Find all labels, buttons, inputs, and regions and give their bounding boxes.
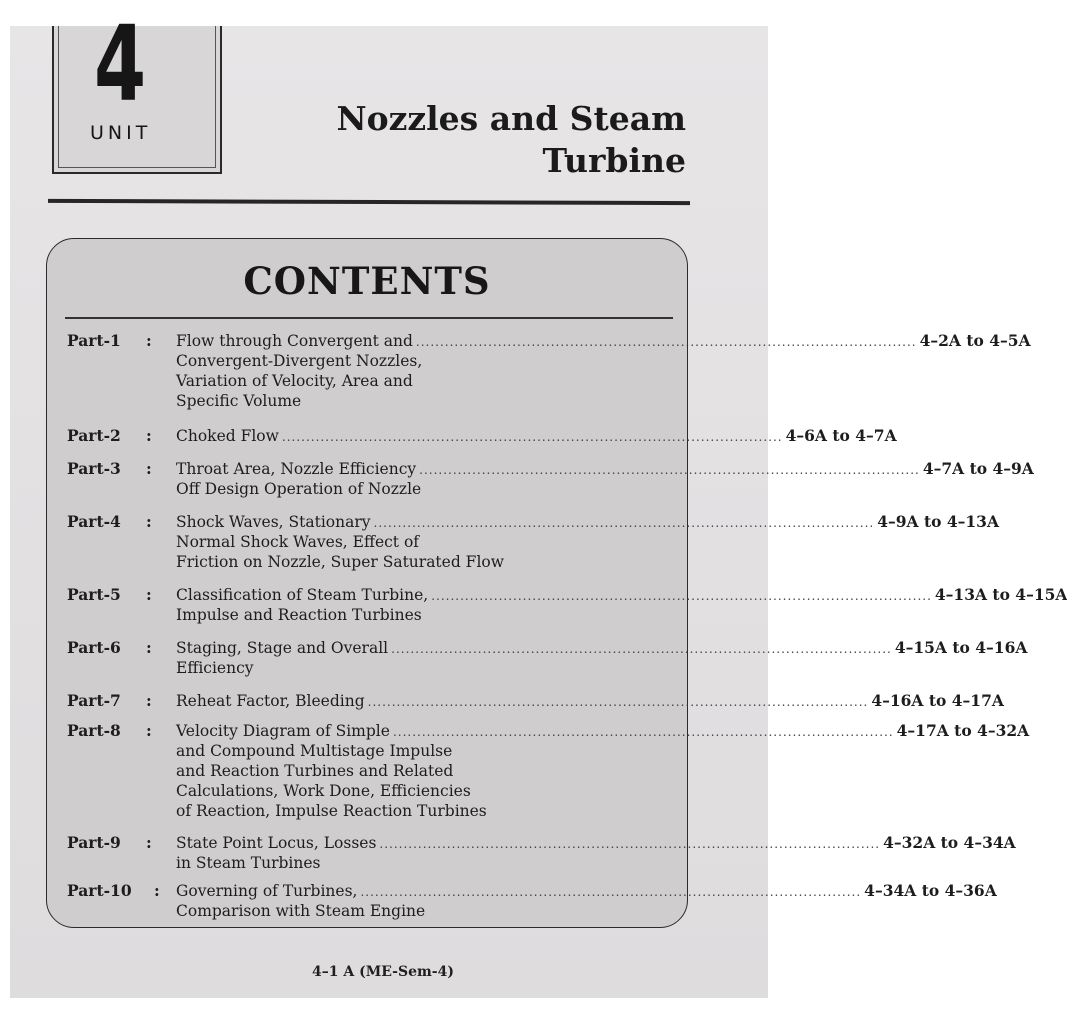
entry-continuation: and Compound Multistage Impulse (176, 742, 453, 760)
part-colon: : (146, 331, 152, 350)
dot-leader: ........................................................................................................ (281, 430, 783, 444)
page-range: 4–13A to 4–15A (934, 585, 1067, 604)
entry-first-line (176, 833, 1016, 853)
part-colon: : (146, 585, 152, 604)
chapter-title (336, 98, 686, 182)
part-label: Part-8 (67, 721, 121, 740)
entry-title: State Point Locus, Losses (176, 834, 377, 852)
entry-continuation: Efficiency (176, 659, 254, 677)
part-label: Part-10 (67, 881, 132, 900)
contents-box (46, 238, 1067, 928)
page-range: 4–16A to 4–17A (871, 691, 1004, 710)
entry-title: Shock Waves, Stationary (176, 513, 371, 531)
entry-first-line (176, 331, 1031, 351)
entry-first-line (176, 691, 1004, 711)
dot-leader: ........................................................................................................ (419, 463, 920, 477)
unit-label: UNIT (90, 122, 152, 144)
entry-first-line (176, 459, 1034, 479)
page-range: 4–6A to 4–7A (785, 426, 897, 445)
chapter-title-line-2: Turbine (542, 141, 686, 180)
part-label: Part-9 (67, 833, 121, 852)
part-label: Part-3 (67, 459, 121, 478)
unit-number: 4 (94, 3, 147, 125)
dot-leader: ........................................................................................................ (415, 335, 917, 349)
entry-continuation: Convergent-Divergent Nozzles, (176, 352, 423, 370)
part-colon: : (146, 512, 152, 531)
part-label: Part-5 (67, 585, 121, 604)
entry-continuation: in Steam Turbines (176, 854, 321, 872)
part-colon: : (154, 881, 160, 900)
contents-heading: CONTENTS (243, 259, 491, 303)
part-colon: : (146, 833, 152, 852)
contents-divider (65, 317, 673, 319)
entry-continuation: Friction on Nozzle, Super Saturated Flow (176, 553, 504, 571)
part-label: Part-6 (67, 638, 121, 657)
dot-leader: ........................................................................................................ (431, 589, 932, 603)
dot-leader: ........................................................................................................ (379, 837, 881, 851)
entry-continuation: Comparison with Steam Engine (176, 902, 426, 920)
page-range: 4–34A to 4–36A (864, 881, 997, 900)
part-label: Part-1 (67, 331, 121, 350)
page-range: 4–15A to 4–16A (894, 638, 1028, 657)
entry-first-line (176, 512, 999, 532)
dot-leader: ........................................................................................................ (391, 642, 892, 656)
part-label: Part-2 (67, 426, 121, 445)
entry-title: Classification of Steam Turbine, (176, 586, 429, 604)
unit-badge (52, 3, 222, 174)
part-colon: : (146, 426, 152, 445)
entry-continuation: Normal Shock Waves, Effect of (176, 533, 420, 551)
entry-first-line (176, 426, 897, 446)
entry-title: Staging, Stage and Overall (176, 639, 389, 657)
page-footer (10, 964, 768, 980)
dot-leader: ........................................................................................................ (373, 516, 875, 530)
entry-title: Flow through Convergent and (176, 332, 413, 350)
dot-leader: ........................................................................................................ (392, 725, 894, 739)
page-range: 4–2A to 4–5A (919, 331, 1031, 350)
page-range: 4–17A to 4–32A (896, 721, 1030, 740)
entry-first-line (176, 721, 1030, 741)
page-range: 4–9A to 4–13A (877, 512, 999, 531)
entry-continuation: Off Design Operation of Nozzle (176, 480, 422, 498)
entry-title: Throat Area, Nozzle Efficiency (176, 460, 417, 478)
title-divider (48, 199, 690, 205)
entry-title: Governing of Turbines, (176, 882, 358, 900)
entry-first-line (176, 881, 997, 901)
part-label: Part-7 (67, 691, 121, 710)
entry-continuation: Calculations, Work Done, Efficiencies (176, 782, 471, 800)
part-colon: : (146, 691, 152, 710)
entry-continuation: of Reaction, Impulse Reaction Turbines (176, 802, 487, 820)
entry-continuation: Specific Volume (176, 392, 302, 410)
entry-title: Velocity Diagram of Simple (176, 722, 390, 740)
entry-continuation: Impulse and Reaction Turbines (176, 606, 422, 624)
page-range: 4–7A to 4–9A (922, 459, 1034, 478)
part-colon: : (146, 721, 152, 740)
entry-first-line (176, 585, 1067, 605)
dot-leader: ........................................................................................................ (367, 695, 869, 709)
chapter-title-line-1: Nozzles and Steam (336, 99, 686, 138)
entry-continuation: Variation of Velocity, Area and (176, 372, 413, 390)
entry-title: Reheat Factor, Bleeding (176, 692, 365, 710)
dot-leader: ........................................................................................................ (360, 885, 862, 899)
book-page (10, 3, 1067, 998)
part-label: Part-4 (67, 512, 121, 531)
part-colon: : (146, 638, 152, 657)
page-reference: 4–1 A (ME-Sem-4) (312, 964, 454, 980)
part-colon: : (146, 459, 152, 478)
entry-first-line (176, 638, 1028, 658)
entry-continuation: and Reaction Turbines and Related (176, 762, 454, 780)
page-range: 4–32A to 4–34A (883, 833, 1016, 852)
entry-title: Choked Flow (176, 427, 279, 445)
